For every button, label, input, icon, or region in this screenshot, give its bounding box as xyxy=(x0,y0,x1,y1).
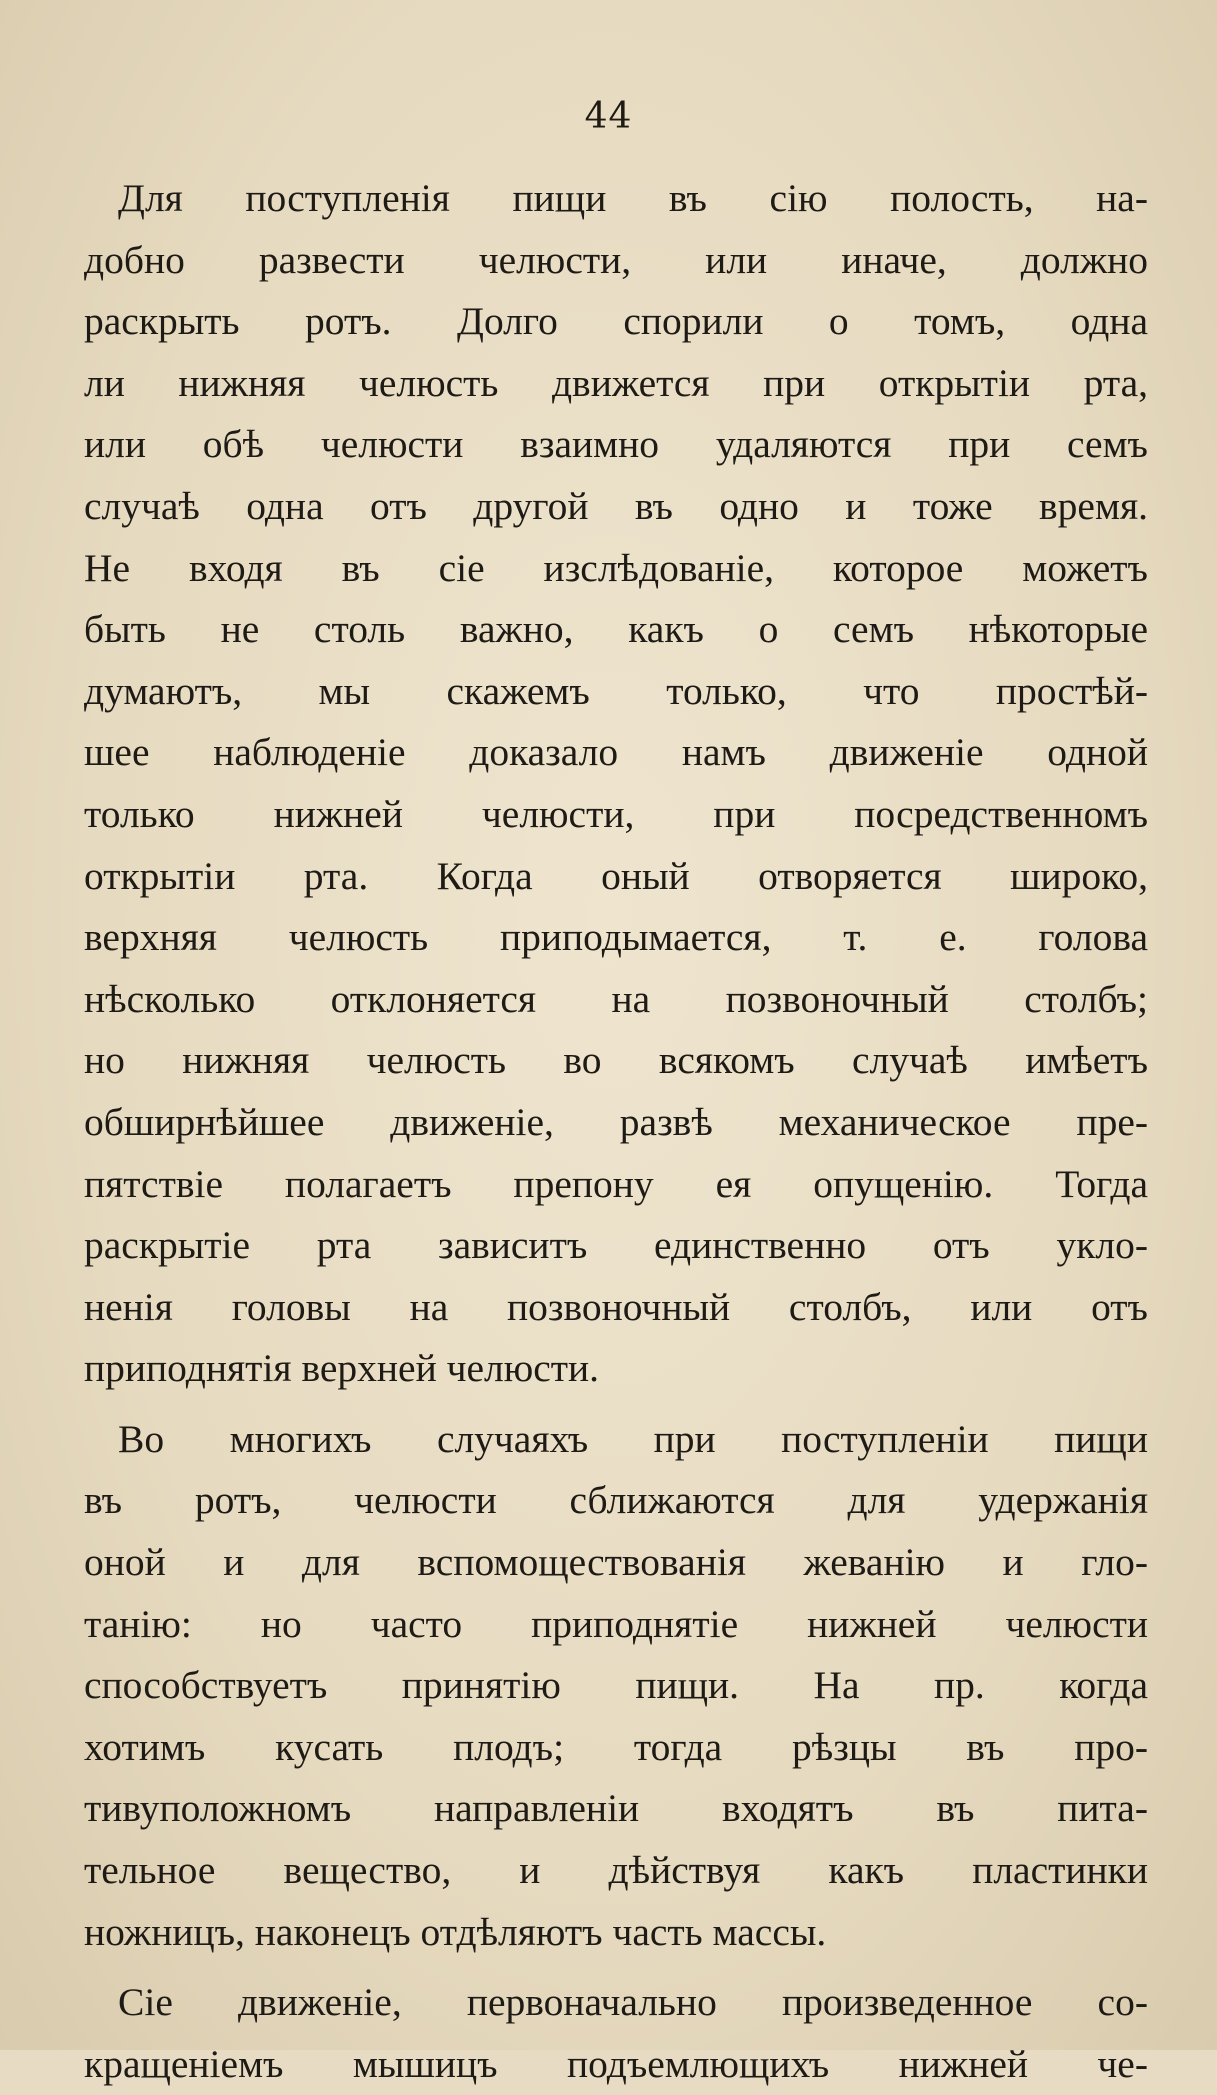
text-line: или обѣ челюсти взаимно удаляются при семъ xyxy=(84,422,1148,467)
text-line: въ ротъ, челюсти сближаются для удержанія xyxy=(84,1478,1148,1523)
text-line: но нижняя челюсть во всякомъ случаѣ имѣетъ xyxy=(84,1038,1148,1083)
text-line: ненія головы на позвоночный столбъ, или отъ xyxy=(84,1284,1148,1329)
text-line: ножницъ, наконецъ отдѣляютъ часть массы. xyxy=(84,1909,827,1954)
text-line: обширнѣйшее движеніе, развѣ механическое пре- xyxy=(84,1099,1148,1144)
text-line: шее наблюденіе доказало намъ движеніе одной xyxy=(84,730,1148,775)
text-line: оной и для вспомоществованія жеванію и гло- xyxy=(84,1540,1148,1585)
text-line: открытіи рта. Когда оный отворяется широко, xyxy=(84,853,1148,898)
text-line: Во многихъ случаяхъ при поступленіи пищи xyxy=(118,1416,1148,1461)
paragraph-2 xyxy=(84,1409,1148,1963)
page-number: 44 xyxy=(584,96,633,137)
text-line: добно развести челюсти, или иначе, должно xyxy=(84,237,1148,282)
text-line: Сіе движеніе, первоначально произведенное со- xyxy=(118,1980,1148,2025)
text-line: быть не столь важно, какъ о семъ нѣкоторые xyxy=(84,607,1148,652)
text-line: раскрытіе рта зависитъ единственно отъ укло- xyxy=(84,1223,1148,1268)
text-line: раскрыть ротъ. Долго спорили о томъ, одна xyxy=(84,299,1148,344)
text-line: Для поступленія пищи въ сію полость, на- xyxy=(118,176,1148,220)
text-line: тивуположномъ направленіи входятъ въ пита- xyxy=(84,1786,1148,1831)
text-line: Не входя въ сіе изслѣдованіе, которое можетъ xyxy=(84,545,1148,590)
text-line: нѣсколько отклоняется на позвоночный столбъ; xyxy=(84,976,1148,1021)
body-text xyxy=(84,168,1148,2095)
text-line: танію: но часто приподнятіе нижней челюсти xyxy=(84,1601,1148,1646)
text-line: тельное вещество, и дѣйствуя какъ пластинки xyxy=(84,1848,1148,1893)
text-line: хотимъ кусать плодъ; тогда рѣзцы въ про- xyxy=(84,1724,1148,1769)
text-line: ли нижняя челюсть движется при открытіи рта, xyxy=(84,360,1148,405)
text-line: пятствіе полагаетъ препону ея опущенію. Тогда xyxy=(84,1161,1148,1206)
text-line: способствуетъ принятію пищи. На пр. когда xyxy=(84,1663,1148,1708)
paragraph-3 xyxy=(84,1972,1148,2095)
text-line: верхняя челюсть приподымается, т. е. голова xyxy=(84,915,1148,960)
text-line: только нижней челюсти, при посредственномъ xyxy=(84,791,1148,836)
text-line: думаютъ, мы скажемъ только, что простѣй- xyxy=(84,668,1148,713)
text-line: приподнятія верхней челюсти. xyxy=(84,1346,600,1391)
text-line: кращеніемъ мышицъ подъемлющихъ нижней че- xyxy=(84,2041,1148,2086)
paragraph-1 xyxy=(84,168,1148,1400)
text-line: случаѣ одна отъ другой въ одно и тоже время. xyxy=(84,483,1148,528)
